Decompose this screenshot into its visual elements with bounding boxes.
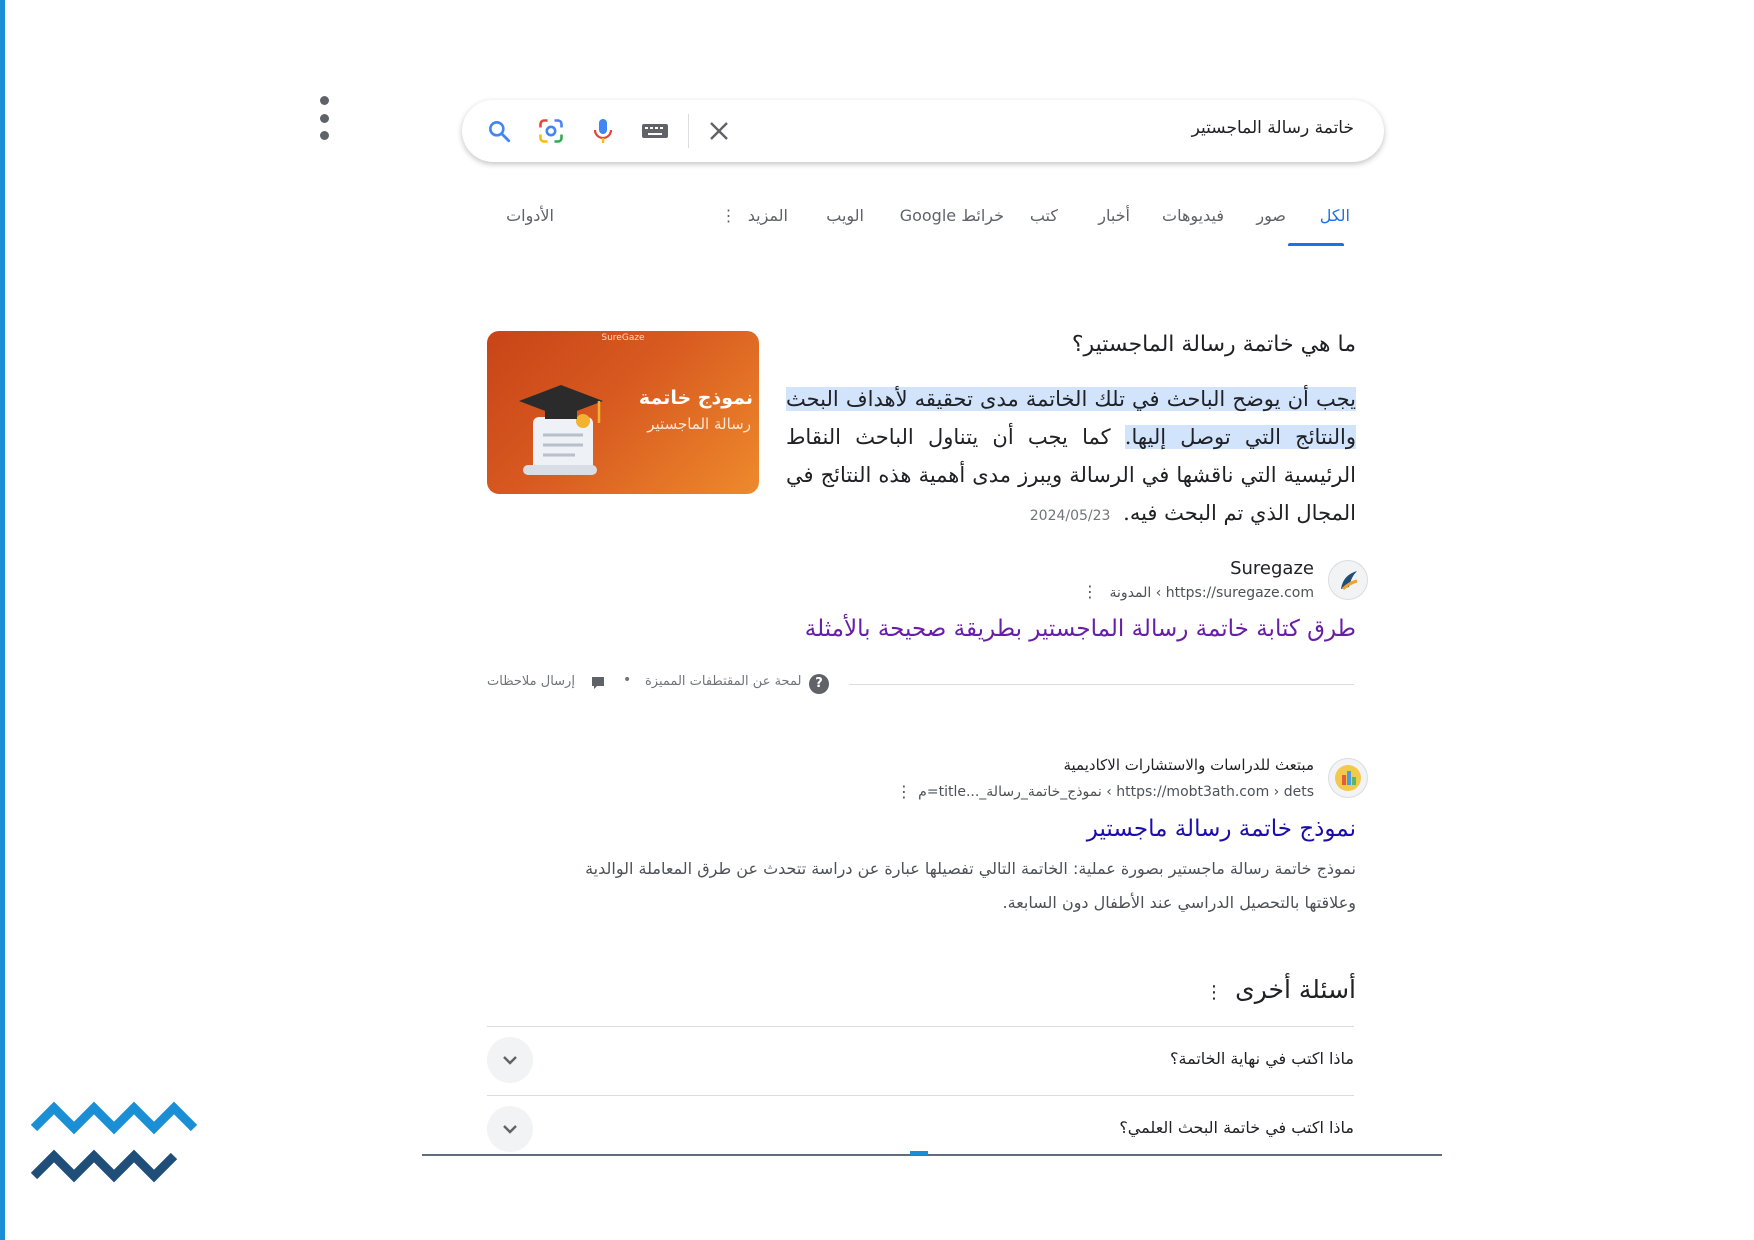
- tab-web[interactable]: الويب: [826, 206, 864, 225]
- help-icon[interactable]: ?: [809, 674, 829, 694]
- result2-source-name[interactable]: مبتعث للدراسات والاستشارات الاكاديمية: [1063, 756, 1314, 774]
- search-bar[interactable]: [462, 100, 1384, 162]
- tab-more-label: المزيد: [747, 206, 788, 225]
- send-feedback[interactable]: إرسال ملاحظات: [487, 674, 575, 689]
- tab-images[interactable]: صور: [1256, 206, 1286, 225]
- google-lens-icon[interactable]: [534, 114, 568, 148]
- featured-snippet-image[interactable]: [487, 331, 759, 494]
- mobt3ath-favicon[interactable]: [1328, 758, 1368, 798]
- suregaze-favicon[interactable]: [1328, 560, 1368, 600]
- paa-options-icon[interactable]: ⋮: [1205, 982, 1223, 1003]
- search-input[interactable]: خاتمة رسالة الماجستير: [1191, 118, 1354, 138]
- featured-snippet-question: ما هي خاتمة رسالة الماجستير؟: [1071, 332, 1356, 357]
- featured-snippet-rest: كما يجب أن يتناول الباحث النقاط الرئيسية التي ناقشها في الرسالة ويبرز مدى أهمية هذه النتائج في المجال الذي تم البحث فيه.: [786, 425, 1356, 525]
- featured-snippet-link[interactable]: طرق كتابة خاتمة رسالة الماجستير بطريقة صحيحة بالأمثلة: [804, 616, 1356, 642]
- active-tab-indicator: [1288, 243, 1344, 246]
- result-options-icon[interactable]: ⋮: [1082, 582, 1098, 601]
- tab-books[interactable]: كتب: [1029, 206, 1058, 225]
- microphone-icon[interactable]: [586, 114, 620, 148]
- feedback-icon[interactable]: [591, 676, 605, 690]
- tab-news[interactable]: أخبار: [1098, 206, 1130, 225]
- page-left-stripe: [0, 0, 5, 1240]
- tab-more[interactable]: [721, 206, 788, 225]
- keyboard-icon[interactable]: [638, 114, 672, 148]
- result2-snippet: نموذج خاتمة رسالة ماجستير بصورة عملية: الخاتمة التالي تفصيلها عبارة عن دراسة تتحدث عن طرق المعاملة الوالدية وعلاقتها بالتحصيل الدراسي عند الأطفال دون السابعة.: [585, 859, 1356, 912]
- paa-question-text: ماذا اكتب في خاتمة البحث العلمي؟: [1119, 1118, 1354, 1137]
- chevron-down-icon[interactable]: [487, 1106, 533, 1152]
- tab-tools[interactable]: الأدوات: [506, 206, 554, 225]
- search-divider: [688, 114, 689, 148]
- paa-question[interactable]: [487, 1026, 1354, 1095]
- source-name[interactable]: Suregaze: [1230, 558, 1314, 579]
- chevron-down-icon[interactable]: [487, 1037, 533, 1083]
- source-url[interactable]: https://suregaze.com › المدونة: [1109, 585, 1314, 601]
- people-also-ask-title: أسئلة أخرى: [1235, 975, 1356, 1004]
- brand-logo: [30, 1098, 204, 1186]
- result2-source-url[interactable]: https://mobt3ath.com › dets › نموذج_خاتمة_رسالة_...title=م: [918, 784, 1314, 800]
- thumb-title-line1: نموذج خاتمة: [638, 387, 753, 409]
- result2-options-icon[interactable]: ⋮: [896, 782, 912, 801]
- tab-maps[interactable]: خرائط Google: [899, 206, 1004, 225]
- scroll-indicator: [910, 1151, 928, 1155]
- search-icon[interactable]: [482, 114, 516, 148]
- thumb-title-line2: رسالة الماجستير: [647, 415, 751, 433]
- thumb-brand: SureGaze: [601, 333, 645, 343]
- tab-all[interactable]: الكل: [1319, 206, 1350, 225]
- clear-icon[interactable]: [702, 114, 736, 148]
- featured-snippet-footer: [487, 672, 1354, 696]
- about-featured-snippets[interactable]: لمحة عن المقتطفات المميزة: [645, 674, 802, 689]
- paa-question-text: ماذا اكتب في نهاية الخاتمة؟: [1170, 1049, 1354, 1068]
- screenshot-bottom-border: [422, 1154, 1442, 1156]
- featured-snippet-highlight: يجب أن يوضح الباحث في تلك الخاتمة مدى تحقيقه لأهداف البحث والنتائج التي توصل إليها.: [786, 387, 1357, 449]
- footer-divider: [849, 684, 1354, 685]
- result2-title[interactable]: نموذج خاتمة رسالة ماجستير: [1086, 816, 1356, 842]
- featured-snippet-date: 2024/05/23: [1029, 508, 1111, 524]
- separator-dot: •: [623, 672, 632, 688]
- featured-snippet-text: [786, 380, 1356, 535]
- more-vert-icon: ⋮: [720, 206, 737, 225]
- search-tabs: [470, 200, 1370, 250]
- more-options-icon[interactable]: [318, 96, 330, 140]
- tab-videos[interactable]: فيديوهات: [1162, 206, 1224, 225]
- graduation-scroll-icon: [511, 379, 607, 479]
